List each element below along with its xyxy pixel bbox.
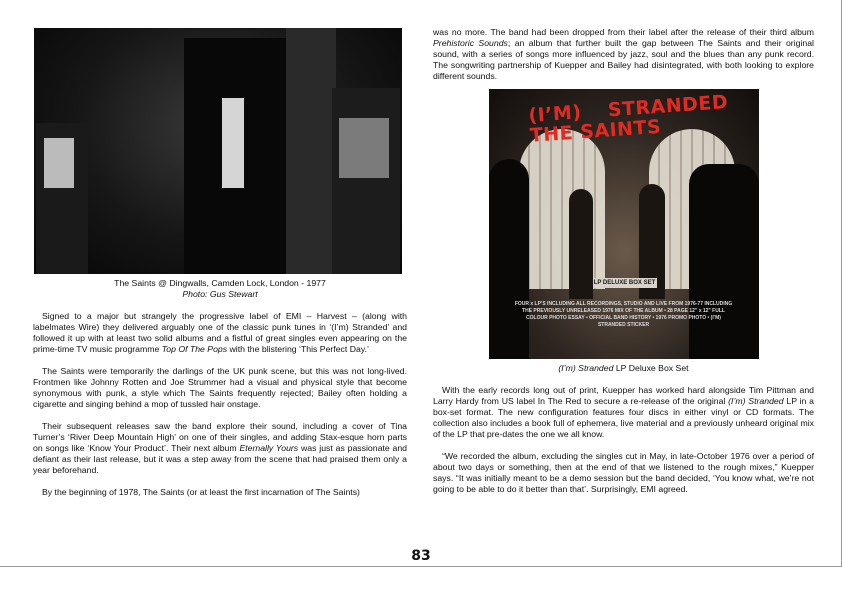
cover-caption: (I’m) Stranded LP Deluxe Box Set: [558, 363, 689, 373]
cover-badge: LP DELUXE BOX SET: [593, 280, 656, 286]
box-set-cover: [489, 89, 759, 359]
photo-credit: Photo: Gus Stewart: [182, 289, 258, 299]
left-paragraph-4: By the beginning of 1978, The Saints (or at least the first incarnation of The Saints): [42, 487, 360, 497]
left-paragraph-1: Signed to a major but strangely the progressive label of EMI – Harvest – (along with labelmates Wire) they delivered arguably one of the classic punk tunes in ‘(I’m) Stranded’ and followed it up with at least two solid albums and a fistful of great singles even appearing on the prime-time TV music programme Top Of The Pops with the blistering ‘This Perfect Day.’: [33, 311, 407, 354]
band-live-photo: [34, 28, 402, 274]
cover-title: (I’M) STRANDED THE SAINTS: [527, 91, 729, 147]
left-paragraph-2: The Saints were temporarily the darlings of the UK punk scene, but this was not long-lived. Frontmen like Johnny Rotten and Joe Strummer had a visual and physical style that become synonymous with punk, a style which The Saints frequently rejected; Bailey often holding a cigarette and singing behind a mop of tussled hair onstage.: [33, 366, 407, 409]
right-column: [433, 27, 814, 495]
left-column: [33, 28, 407, 498]
left-paragraph-3: Their subsequent releases saw the band explore their sound, including a cover of Tina Turner’s ‘River Deep Mountain High’ on one of their singles, and adding Stax-esque horn parts on songs like ‘Know Your Product’. Their next album Eternally Yours was just as passionate and defiant as their last release, but it was a step away from the scene that had praised them only a year beforehand.: [33, 421, 407, 475]
page-number: 83: [411, 548, 431, 564]
right-paragraph-1: was no more. The band had been dropped from their label after the release of their third album Prehistoric Sounds; an album that further built the gap between The Saints and their original sound, with a series of songs more influenced by jazz, soul and the blues than any punk record. The songwriting partnership of Kuepper and Bailey had disintegrated, with both looking to explore different sounds.: [433, 27, 814, 81]
cover-details: FOUR x LP’S INCLUDING ALL RECORDINGS, STUDIO AND LIVE FROM 1976-77 INCLUDING THE PREVIOUSLY UNRELEASED 1976 MIX OF THE ALBUM • 28 PAGE 12" x 12" FULL COLOUR PHOTO ESSAY • OFFICIAL BAND HISTORY • 1976 PROMO PHOTO • (I’M) STRANDED STICKER: [514, 301, 733, 328]
right-paragraph-3: “We recorded the album, excluding the singles cut in May, in late-October 1976 over a period of about two days or something, then at the end of that we listened to the rough mixes,” Kuepper says. “It was initially meant to be a demo session but the band decided, ‘You know what, we’re not going to be able to do it better than that’. Surprisingly, EMI agreed.: [433, 451, 814, 494]
right-paragraph-2: With the early records long out of print, Kuepper has worked hard alongside Tim Pittman and Larry Hardy from US label In The Red to secure a re-release of the original (I’m) Stranded LP in a box-set format. The new configuration features four discs in either vinyl or CD formats. The collection also includes a book full of ephemera, live material and a previously unheard original mix of the LP that pre-dates the one we all know.: [433, 385, 814, 439]
photo-caption: The Saints @ Dingwalls, Camden Lock, London - 1977: [114, 278, 326, 288]
